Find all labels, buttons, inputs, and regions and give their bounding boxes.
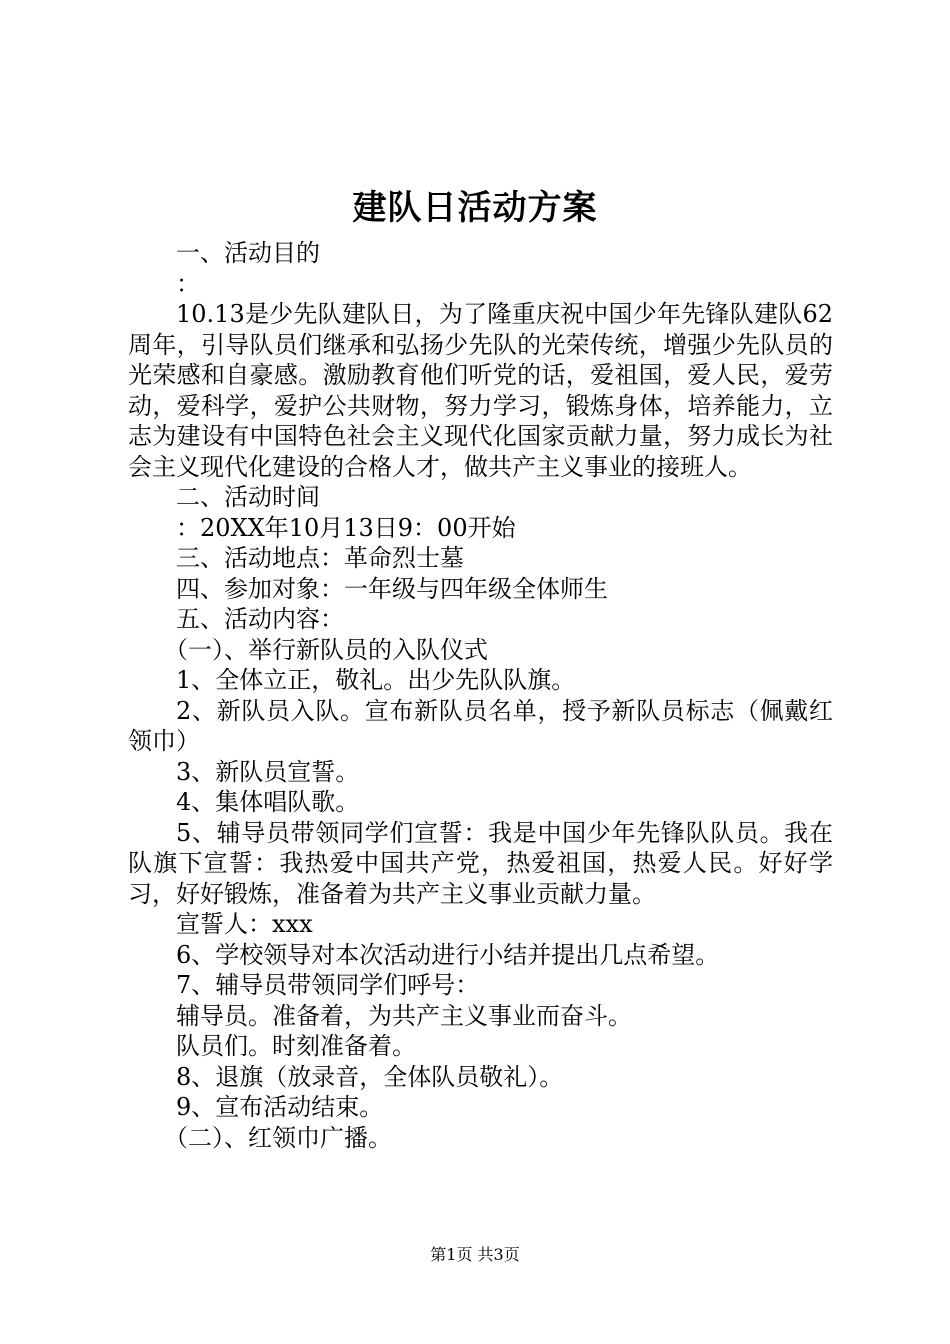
list-item: 4、集体唱队歌。 bbox=[176, 788, 360, 816]
section-heading-purpose: 一、活动目的 bbox=[176, 239, 320, 267]
colon-line: ： bbox=[176, 269, 200, 298]
document-title: 建队日活动方案 bbox=[352, 188, 598, 228]
subsection-ceremony: （一）、举行新队员的入队仪式 bbox=[164, 635, 488, 664]
list-item: 9、宣布活动结束。 bbox=[176, 1093, 384, 1121]
list-item: 3、新队员宣誓。 bbox=[176, 757, 360, 786]
section-heading-time: 二、活动时间 bbox=[176, 483, 320, 511]
list-item: 7、辅导员带领同学们呼号： bbox=[176, 971, 480, 999]
list-item: 1、全体立正，敬礼。出少先队队旗。 bbox=[176, 666, 576, 694]
list-item: 5、辅导员带领同学们宣誓：我是中国少年先锋队队员。我在队旗下宣誓：我热爱中国共产党，热爱祖国，热爱人民。好好学习，好好锻炼，准备着为共产主义事业贡献力量。 bbox=[128, 818, 833, 908]
time-line: ：20XX年10月13日9：00开始 bbox=[176, 513, 516, 542]
page-footer: 第1页 共3页 bbox=[430, 1245, 520, 1264]
subsection-broadcast: （二）、红领巾广播。 bbox=[164, 1123, 392, 1152]
list-item: 6、学校领导对本次活动进行小结并提出几点希望。 bbox=[176, 940, 720, 969]
purpose-paragraph: 10.13是少先队建队日，为了隆重庆祝中国少年先锋队建队62周年，引导队员们继承和弘扬少先队的光荣传统，增强少先队员的光荣感和自豪感。激励教育他们听党的话，爱祖国，爱人民，爱劳动，爱科学，爱护公共财物，努力学习，锻炼身体，培养能力，立志为建设有中国特色社会主义现代化国家贡献力量，努力成长为社会主义现代化建设的合格人才，做共产主义事业的接班人。 bbox=[128, 300, 833, 481]
document-body bbox=[128, 238, 833, 1153]
list-item: 8、退旗（放录音，全体队员敬礼）。 bbox=[176, 1062, 564, 1091]
oath-signer: 宣誓人：xxx bbox=[176, 910, 313, 938]
section-participants: 四、参加对象：一年级与四年级全体师生 bbox=[176, 574, 608, 603]
call-line-members: 队员们。时刻准备着。 bbox=[176, 1032, 416, 1060]
section-location: 三、活动地点：革命烈士墓 bbox=[176, 544, 464, 572]
call-line-counselor: 辅导员。准备着，为共产主义事业而奋斗。 bbox=[176, 1001, 632, 1030]
section-heading-content: 五、活动内容： bbox=[176, 605, 344, 633]
list-item: 2、新队员入队。宣布新队员名单，授予新队员标志（佩戴红领巾） bbox=[128, 696, 833, 755]
